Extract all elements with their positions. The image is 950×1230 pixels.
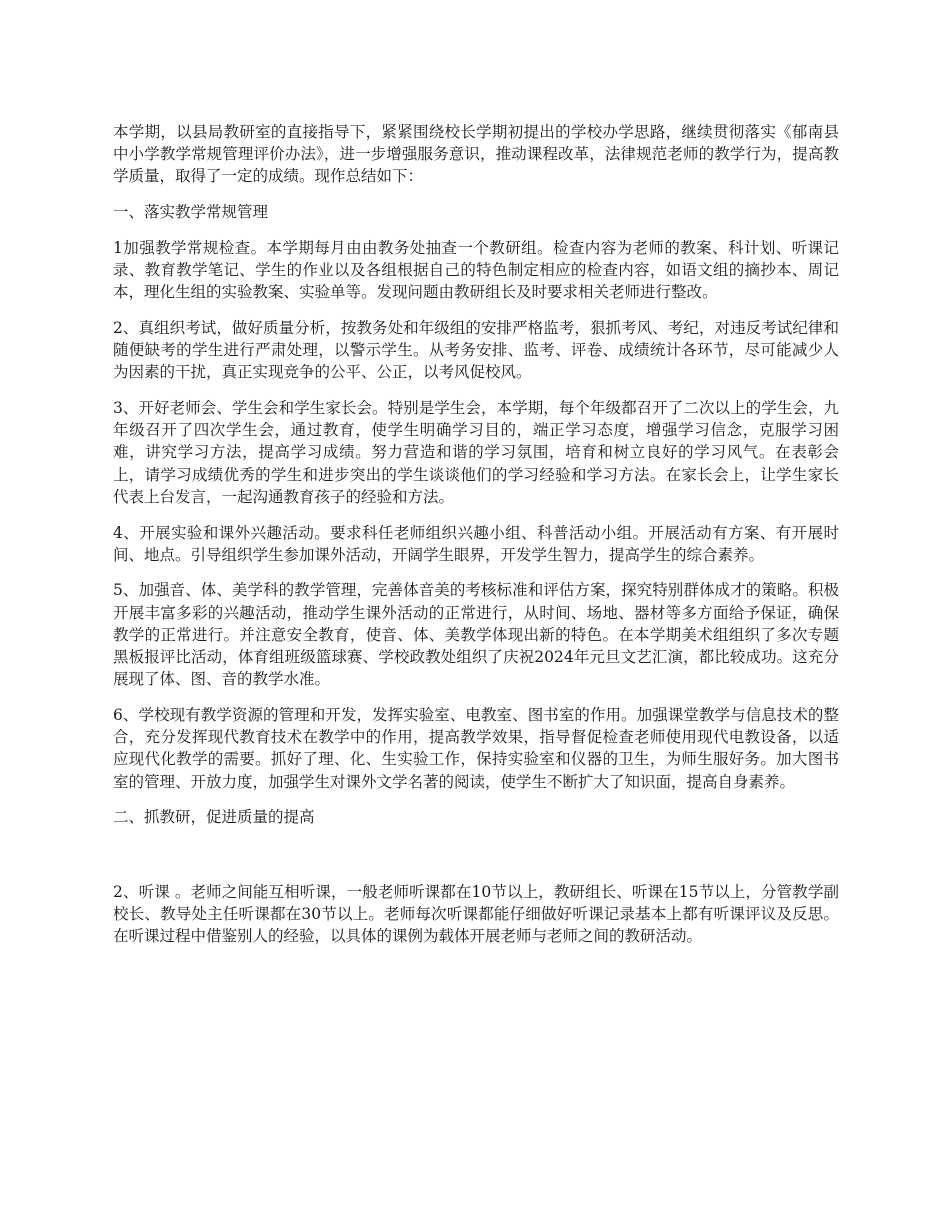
section-heading-2: 二、抓教研，促进质量的提高 (113, 808, 315, 827)
blank-space (113, 842, 839, 881)
paragraph-item-2: 2、真组织考试，做好质量分析，按教务处和年级组的安排严格监考，狠抓考风、考纪，对违反考试纪律和随便缺考的学生进行严肃处理，以警示学生。从考务安排、监考、评卷、成绩统计各环节，尽可能减少人为因素的干扰，真正实现竞争的公平、公正，以考风促校风。 (113, 318, 839, 382)
paragraph-item-1: 1加强教学常规检查。本学期每月由由教务处抽查一个教研组。检查内容为老师的教案、科计划、听课记录、教育教学笔记、学生的作业以及各组根据自己的特色制定相应的检查内容，如语文组的摘抄本、周记本，理化生组的实验教案、实验单等。发现问题由教研组长及时要求相关老师进行整改。 (113, 238, 839, 302)
document-body (113, 121, 839, 961)
paragraph-item-3: 3、开好老师会、学生会和学生家长会。特别是学生会，本学期，每个年级都召开了二次以上的学生会，九年级召开了四次学生会，通过教育，使学生明确学习目的，端正学习态度，增强学习信念，克服学习困难，讲究学习方法，提高学习成绩。努力营造和谐的学习氛围，培育和树立良好的学习风气。在表彰会上，请学习成绩优秀的学生和进步突出的学生谈谈他们的学习经验和学习方法。在家长会上，让学生家长代表上台发言，一起沟通教育孩子的经验和方法。 (113, 399, 839, 506)
paragraph-item-6: 6、学校现有教学资源的管理和开发，发挥实验室、电教室、图书室的作用。加强课堂教学与信息技术的整合，充分发挥现代教育技术在教学中的作用，提高教学效果，指导督促检查老师使用现代电教设备，以适应现代化教学的需要。抓好了理、化、生实验工作，保持实验室和仪器的卫生，为师生服好务。加大图书室的管理、开放力度，加强学生对课外文学名著的阅读，使学生不断扩大了知识面，提高自身素养。 (113, 705, 839, 791)
paragraph-listening: 2、听课 。老师之间能互相听课，一般老师听课都在10节以上，教研组长、听课在15节以上，分管教学副校长、教导处主任听课都在30节以上。老师每次听课都能仔细做好听课记录基本上都有听课评议及反思。在听课过程中借鉴别人的经验，以具体的课例为载体开展老师与老师之间的教研活动。 (113, 882, 839, 946)
paragraph-item-4: 4、开展实验和课外兴趣活动。要求科任老师组织兴趣小组、科普活动小组。开展活动有方案、有开展时间、地点。引导组织学生参加课外活动，开阔学生眼界，开发学生智力，提高学生的综合素养。 (113, 523, 839, 564)
paragraph-item-5: 5、加强音、体、美学科的教学管理，完善体音美的考核标准和评估方案，探究特别群体成才的策略。积极开展丰富多彩的兴趣活动，推动学生课外活动的正常进行，从时间、场地、器材等多方面给予保证，确保教学的正常进行。并注意安全教育，使音、体、美教学体现出新的特色。在本学期美术组组织了多次专题黑板报评比活动，体育组班级篮球赛、学校政教处组织了庆祝2024年元旦文艺汇演，都比较成功。这充分展现了体、图、音的教学水准。 (113, 581, 839, 689)
intro-paragraph: 本学期，以县局教研室的直接指导下，紧紧围绕校长学期初提出的学校办学思路，继续贯彻落实《郁南县中小学教学常规管理评价办法》，进一步增强服务意识，推动课程改革，法律规范老师的教学行为，提高教学质量，取得了一定的成绩。现作总结如下： (113, 123, 839, 186)
section-heading-1: 一、落实教学常规管理 (113, 203, 269, 222)
